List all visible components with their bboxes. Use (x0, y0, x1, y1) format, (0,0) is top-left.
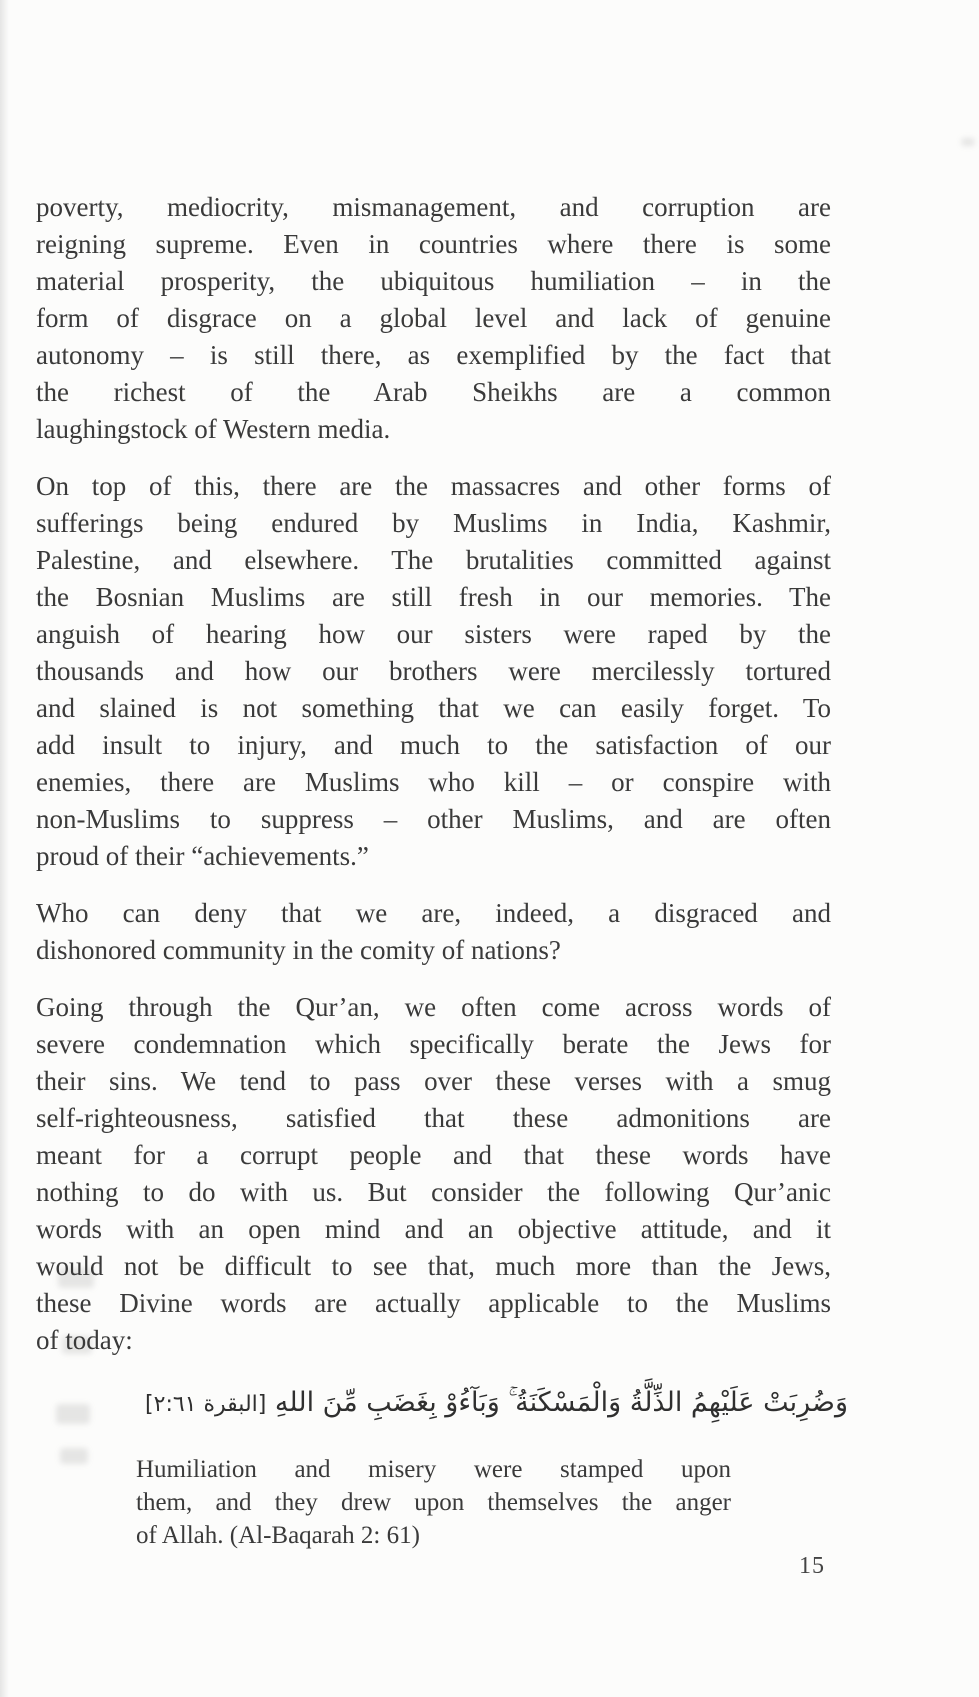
text-line: the richest of the Arab Sheikhs are a common (36, 377, 831, 407)
text-line: Who can deny that we are, indeed, a disgraced and (36, 898, 831, 928)
text-line: them, and they drew upon themselves the anger (136, 1489, 731, 1516)
text-line: would not be difficult to see that, much more than the Jews, (36, 1251, 831, 1281)
text-line: severe condemnation which specifically berate the Jews for (36, 1029, 831, 1059)
text-line: sufferings being endured by Muslims in India, Kashmir, (36, 508, 831, 538)
paragraph (36, 895, 831, 969)
text-line: On top of this, there are the massacres and other forms of (36, 471, 831, 501)
text-line: non-Muslims to suppress – other Muslims, and are often (36, 804, 831, 834)
paragraph (36, 468, 831, 875)
text-line: reigning supreme. Even in countries where there is some (36, 229, 831, 259)
text-line: the Bosnian Muslims are still fresh in our memories. The (36, 582, 831, 612)
text-line: and slained is not something that we can easily forget. To (36, 693, 831, 723)
text-line: these Divine words are actually applicable to the Muslims (36, 1288, 831, 1318)
quran-verse-arabic (36, 1379, 848, 1429)
verse-reference: [البقرة ٢:٦١] (145, 1392, 267, 1417)
text-line: poverty, mediocrity, mismanagement, and corruption are (36, 192, 831, 222)
text-line: add insult to injury, and much to the satisfaction of our (36, 730, 831, 760)
text-line: thousands and how our brothers were mercilessly tortured (36, 656, 831, 686)
text-line: form of disgrace on a global level and lack of genuine (36, 303, 831, 333)
verse-text: وَضُرِبَتْ عَلَيْهِمُ الذِّلَّةُ وَالْمَسْكَنَةُ ۚ وَبَآءُوْ بِغَضَبِ مِّنَ اللهِ (266, 1387, 848, 1418)
bleed-through-mark (961, 138, 975, 146)
text-line: words with an open mind and an objective attitude, and it (36, 1214, 831, 1244)
text-line: nothing to do with us. But consider the following Qur’anic (36, 1177, 831, 1207)
text-line: material prosperity, the ubiquitous humiliation – in the (36, 266, 831, 296)
text-line: meant for a corrupt people and that these words have (36, 1140, 831, 1170)
text-line: autonomy – is still there, as exemplified by the fact that (36, 340, 831, 370)
page-edge-shadow (0, 0, 9, 1697)
text-line: of today: (36, 1325, 133, 1355)
text-line: Going through the Qur’an, we often come across words of (36, 992, 831, 1022)
text-line: enemies, there are Muslims who kill – or conspire with (36, 767, 831, 797)
text-line: proud of their “achievements.” (36, 841, 369, 871)
text-line: anguish of hearing how our sisters were raped by the (36, 619, 831, 649)
text-line: their sins. We tend to pass over these verses with a smug (36, 1066, 831, 1096)
text-line: self-righteousness, satisfied that these admonitions are (36, 1103, 831, 1133)
paragraph (36, 989, 831, 1359)
text-line: laughingstock of Western media. (36, 414, 391, 444)
text-line: of Allah. (Al-Baqarah 2: 61) (136, 1522, 420, 1549)
text-line: dishonored community in the comity of nations? (36, 935, 561, 965)
page-number: 15 (799, 1553, 825, 1579)
text-line: Humiliation and misery were stamped upon (136, 1456, 731, 1483)
text-blocks (36, 189, 848, 1552)
paragraph (36, 189, 831, 448)
quote-translation (136, 1453, 731, 1552)
text-line: Palestine, and elsewhere. The brutalities committed against (36, 545, 831, 575)
